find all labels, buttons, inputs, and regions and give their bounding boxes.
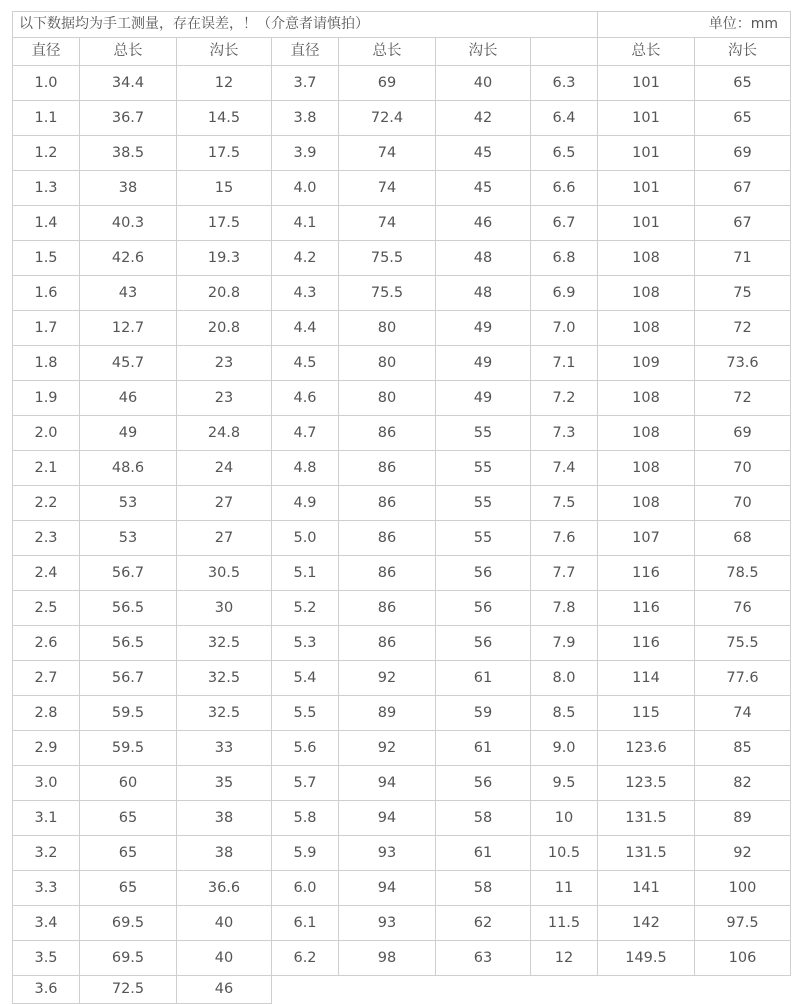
table-cell: 67 xyxy=(695,206,791,241)
table-cell: 141 xyxy=(598,871,695,906)
column-header: 总长 xyxy=(80,38,177,66)
measurement-table-body xyxy=(13,66,791,1004)
table-cell: 56 xyxy=(436,626,531,661)
table-cell: 1.7 xyxy=(13,311,80,346)
table-cell: 108 xyxy=(598,381,695,416)
table-cell: 20.8 xyxy=(177,311,272,346)
table-cell: 20.8 xyxy=(177,276,272,311)
table-cell: 11.5 xyxy=(531,906,598,941)
table-cell: 56 xyxy=(436,556,531,591)
table-cell: 98 xyxy=(339,941,436,976)
table-cell: 2.5 xyxy=(13,591,80,626)
table-cell: 60 xyxy=(80,766,177,801)
table-cell: 1.2 xyxy=(13,136,80,171)
table-cell: 5.1 xyxy=(272,556,339,591)
table-cell: 2.8 xyxy=(13,696,80,731)
table-cell: 42 xyxy=(436,101,531,136)
column-header xyxy=(531,38,598,66)
table-cell: 74 xyxy=(339,206,436,241)
table-cell: 115 xyxy=(598,696,695,731)
table-cell: 80 xyxy=(339,311,436,346)
table-cell: 2.7 xyxy=(13,661,80,696)
table-cell: 49 xyxy=(436,311,531,346)
table-row xyxy=(13,136,791,171)
column-header: 沟长 xyxy=(695,38,791,66)
table-row xyxy=(13,311,791,346)
table-cell: 7.3 xyxy=(531,416,598,451)
table-cell: 71 xyxy=(695,241,791,276)
column-header: 直径 xyxy=(13,38,80,66)
table-cell: 3.9 xyxy=(272,136,339,171)
table-cell: 27 xyxy=(177,486,272,521)
table-cell: 8.5 xyxy=(531,696,598,731)
table-cell: 62 xyxy=(436,906,531,941)
table-cell: 108 xyxy=(598,241,695,276)
table-cell: 49 xyxy=(436,346,531,381)
table-cell: 2.9 xyxy=(13,731,80,766)
table-cell: 75 xyxy=(695,276,791,311)
table-cell: 1.1 xyxy=(13,101,80,136)
table-cell: 14.5 xyxy=(177,101,272,136)
table-cell: 24.8 xyxy=(177,416,272,451)
table-cell: 38 xyxy=(80,171,177,206)
table-cell: 43 xyxy=(80,276,177,311)
table-cell: 2.0 xyxy=(13,416,80,451)
table-cell: 65 xyxy=(80,871,177,906)
column-header: 总长 xyxy=(339,38,436,66)
table-row xyxy=(13,101,791,136)
table-cell: 61 xyxy=(436,731,531,766)
table-cell: 74 xyxy=(339,136,436,171)
table-cell: 7.7 xyxy=(531,556,598,591)
table-cell: 38.5 xyxy=(80,136,177,171)
table-cell: 70 xyxy=(695,486,791,521)
table-cell: 4.5 xyxy=(272,346,339,381)
column-header: 沟长 xyxy=(436,38,531,66)
table-row xyxy=(13,171,791,206)
table-cell: 142 xyxy=(598,906,695,941)
table-row xyxy=(13,976,791,1004)
table-cell: 59.5 xyxy=(80,696,177,731)
table-cell: 7.5 xyxy=(531,486,598,521)
table-cell: 68 xyxy=(695,521,791,556)
table-cell: 19.3 xyxy=(177,241,272,276)
table-cell: 38 xyxy=(177,836,272,871)
table-cell: 69.5 xyxy=(80,941,177,976)
table-cell: 36.6 xyxy=(177,871,272,906)
table-cell: 1.9 xyxy=(13,381,80,416)
table-row xyxy=(13,206,791,241)
table-cell: 8.0 xyxy=(531,661,598,696)
table-cell: 6.4 xyxy=(531,101,598,136)
table-cell: 45 xyxy=(436,171,531,206)
table-cell: 75.5 xyxy=(695,626,791,661)
table-cell: 123.5 xyxy=(598,766,695,801)
unit-label: 单位：mm xyxy=(598,12,791,38)
table-cell: 3.6 xyxy=(13,976,80,1004)
table-cell: 59 xyxy=(436,696,531,731)
table-cell: 6.3 xyxy=(531,66,598,101)
table-cell: 7.6 xyxy=(531,521,598,556)
table-cell: 45.7 xyxy=(80,346,177,381)
table-cell: 6.5 xyxy=(531,136,598,171)
table-row xyxy=(13,556,791,591)
table-cell: 131.5 xyxy=(598,836,695,871)
table-cell: 67 xyxy=(695,171,791,206)
table-cell: 89 xyxy=(695,801,791,836)
table-cell: 108 xyxy=(598,451,695,486)
table-cell: 1.3 xyxy=(13,171,80,206)
table-cell: 10.5 xyxy=(531,836,598,871)
table-cell: 36.7 xyxy=(80,101,177,136)
table-cell: 23 xyxy=(177,346,272,381)
table-cell: 48 xyxy=(436,241,531,276)
table-cell: 80 xyxy=(339,381,436,416)
table-cell: 101 xyxy=(598,136,695,171)
table-cell: 40.3 xyxy=(80,206,177,241)
table-cell: 9.0 xyxy=(531,731,598,766)
table-cell: 86 xyxy=(339,416,436,451)
table-cell: 4.0 xyxy=(272,171,339,206)
table-cell: 2.1 xyxy=(13,451,80,486)
table-cell: 97.5 xyxy=(695,906,791,941)
table-cell: 61 xyxy=(436,661,531,696)
table-cell: 5.2 xyxy=(272,591,339,626)
table-row xyxy=(13,871,791,906)
table-cell: 4.7 xyxy=(272,416,339,451)
table-cell: 11 xyxy=(531,871,598,906)
table-cell: 5.8 xyxy=(272,801,339,836)
table-row xyxy=(13,731,791,766)
table-cell: 6.0 xyxy=(272,871,339,906)
table-cell: 101 xyxy=(598,66,695,101)
table-cell: 107 xyxy=(598,521,695,556)
table-cell: 7.8 xyxy=(531,591,598,626)
table-cell: 15 xyxy=(177,171,272,206)
table-cell: 70 xyxy=(695,451,791,486)
table-cell: 46 xyxy=(177,976,272,1004)
table-cell: 94 xyxy=(339,766,436,801)
table-cell: 3.8 xyxy=(272,101,339,136)
measurement-note: 以下数据均为手工测量，存在误差，！（介意者请慎拍） xyxy=(13,12,598,38)
table-cell: 5.9 xyxy=(272,836,339,871)
table-cell: 73.6 xyxy=(695,346,791,381)
table-cell: 108 xyxy=(598,486,695,521)
table-cell: 72 xyxy=(695,381,791,416)
table-cell: 17.5 xyxy=(177,136,272,171)
table-cell: 33 xyxy=(177,731,272,766)
table-cell: 17.5 xyxy=(177,206,272,241)
table-cell: 7.0 xyxy=(531,311,598,346)
table-row xyxy=(13,801,791,836)
table-cell: 27 xyxy=(177,521,272,556)
table-cell: 3.4 xyxy=(13,906,80,941)
table-cell: 116 xyxy=(598,626,695,661)
table-cell: 40 xyxy=(436,66,531,101)
table-cell: 108 xyxy=(598,311,695,346)
table-cell: 56 xyxy=(436,766,531,801)
table-cell: 1.6 xyxy=(13,276,80,311)
table-cell: 69 xyxy=(695,136,791,171)
table-row xyxy=(13,241,791,276)
column-header: 沟长 xyxy=(177,38,272,66)
table-cell: 101 xyxy=(598,206,695,241)
table-row xyxy=(13,416,791,451)
table-cell: 93 xyxy=(339,836,436,871)
table-cell: 5.3 xyxy=(272,626,339,661)
table-cell: 24 xyxy=(177,451,272,486)
table-cell: 6.6 xyxy=(531,171,598,206)
table-cell: 86 xyxy=(339,626,436,661)
table-cell: 30 xyxy=(177,591,272,626)
table-cell: 12.7 xyxy=(80,311,177,346)
table-cell: 149.5 xyxy=(598,941,695,976)
table-cell: 1.8 xyxy=(13,346,80,381)
table-cell: 94 xyxy=(339,801,436,836)
table-cell: 131.5 xyxy=(598,801,695,836)
table-cell: 4.4 xyxy=(272,311,339,346)
table-cell: 72.5 xyxy=(80,976,177,1004)
table-cell: 56.7 xyxy=(80,556,177,591)
table-cell: 56 xyxy=(436,591,531,626)
table-cell: 48 xyxy=(436,276,531,311)
table-cell: 109 xyxy=(598,346,695,381)
table-cell: 65 xyxy=(695,66,791,101)
table-cell: 86 xyxy=(339,591,436,626)
table-cell: 2.4 xyxy=(13,556,80,591)
table-cell: 49 xyxy=(80,416,177,451)
table-cell: 34.4 xyxy=(80,66,177,101)
table-cell: 93 xyxy=(339,906,436,941)
table-cell: 4.3 xyxy=(272,276,339,311)
table-row xyxy=(13,766,791,801)
table-cell: 56.5 xyxy=(80,626,177,661)
table-cell: 40 xyxy=(177,941,272,976)
table-cell: 38 xyxy=(177,801,272,836)
table-row xyxy=(13,941,791,976)
table-cell: 49 xyxy=(436,381,531,416)
measurement-table-sheet xyxy=(12,11,790,997)
table-cell: 69 xyxy=(339,66,436,101)
table-cell: 7.2 xyxy=(531,381,598,416)
table-row xyxy=(13,346,791,381)
table-cell: 2.2 xyxy=(13,486,80,521)
table-cell: 7.1 xyxy=(531,346,598,381)
table-cell: 65 xyxy=(80,801,177,836)
table-row xyxy=(13,906,791,941)
table-cell: 59.5 xyxy=(80,731,177,766)
table-cell: 5.6 xyxy=(272,731,339,766)
table-cell: 100 xyxy=(695,871,791,906)
table-cell: 56.5 xyxy=(80,591,177,626)
table-cell: 1.5 xyxy=(13,241,80,276)
table-cell: 10 xyxy=(531,801,598,836)
table-cell: 80 xyxy=(339,346,436,381)
column-header: 直径 xyxy=(272,38,339,66)
table-cell: 69.5 xyxy=(80,906,177,941)
table-cell: 3.0 xyxy=(13,766,80,801)
table-cell: 94 xyxy=(339,871,436,906)
table-cell: 5.0 xyxy=(272,521,339,556)
table-cell: 5.5 xyxy=(272,696,339,731)
table-row xyxy=(13,626,791,661)
table-cell: 75.5 xyxy=(339,241,436,276)
table-cell: 6.7 xyxy=(531,206,598,241)
table-cell: 7.4 xyxy=(531,451,598,486)
column-header: 总长 xyxy=(598,38,695,66)
table-row xyxy=(13,486,791,521)
table-row xyxy=(13,381,791,416)
table-row xyxy=(13,696,791,731)
table-cell: 4.6 xyxy=(272,381,339,416)
table-cell: 46 xyxy=(436,206,531,241)
table-cell: 74 xyxy=(339,171,436,206)
table-cell: 5.4 xyxy=(272,661,339,696)
table-cell: 30.5 xyxy=(177,556,272,591)
table-row xyxy=(13,591,791,626)
table-cell: 5.7 xyxy=(272,766,339,801)
table-cell: 46 xyxy=(80,381,177,416)
table-cell: 69 xyxy=(695,416,791,451)
table-cell: 63 xyxy=(436,941,531,976)
table-row xyxy=(13,836,791,871)
table-cell: 9.5 xyxy=(531,766,598,801)
table-cell: 1.4 xyxy=(13,206,80,241)
table-row xyxy=(13,451,791,486)
table-cell: 6.8 xyxy=(531,241,598,276)
table-row xyxy=(13,66,791,101)
table-cell: 61 xyxy=(436,836,531,871)
table-cell: 55 xyxy=(436,451,531,486)
table-cell: 7.9 xyxy=(531,626,598,661)
table-cell: 42.6 xyxy=(80,241,177,276)
title-row xyxy=(13,12,791,38)
table-cell: 12 xyxy=(177,66,272,101)
table-cell: 76 xyxy=(695,591,791,626)
table-cell: 74 xyxy=(695,696,791,731)
table-cell: 3.2 xyxy=(13,836,80,871)
measurement-table xyxy=(12,11,791,1004)
table-cell: 86 xyxy=(339,556,436,591)
table-cell: 45 xyxy=(436,136,531,171)
table-cell: 3.3 xyxy=(13,871,80,906)
table-cell: 4.1 xyxy=(272,206,339,241)
table-cell: 86 xyxy=(339,486,436,521)
table-cell: 82 xyxy=(695,766,791,801)
table-cell: 65 xyxy=(80,836,177,871)
table-cell: 6.1 xyxy=(272,906,339,941)
table-cell: 1.0 xyxy=(13,66,80,101)
table-cell: 72.4 xyxy=(339,101,436,136)
table-cell: 89 xyxy=(339,696,436,731)
table-cell: 12 xyxy=(531,941,598,976)
table-cell: 6.2 xyxy=(272,941,339,976)
table-cell: 77.6 xyxy=(695,661,791,696)
table-cell: 35 xyxy=(177,766,272,801)
table-cell: 4.9 xyxy=(272,486,339,521)
table-cell: 58 xyxy=(436,801,531,836)
table-cell: 86 xyxy=(339,451,436,486)
table-cell: 78.5 xyxy=(695,556,791,591)
table-cell: 40 xyxy=(177,906,272,941)
table-cell: 92 xyxy=(695,836,791,871)
table-cell: 75.5 xyxy=(339,276,436,311)
table-cell: 108 xyxy=(598,416,695,451)
table-cell: 55 xyxy=(436,521,531,556)
table-cell: 72 xyxy=(695,311,791,346)
empty-cell xyxy=(272,976,791,1004)
table-cell: 32.5 xyxy=(177,661,272,696)
table-cell: 101 xyxy=(598,101,695,136)
table-cell: 108 xyxy=(598,276,695,311)
table-cell: 92 xyxy=(339,661,436,696)
table-cell: 56.7 xyxy=(80,661,177,696)
table-cell: 4.8 xyxy=(272,451,339,486)
table-cell: 2.6 xyxy=(13,626,80,661)
table-cell: 6.9 xyxy=(531,276,598,311)
table-row xyxy=(13,276,791,311)
table-cell: 2.3 xyxy=(13,521,80,556)
table-cell: 3.1 xyxy=(13,801,80,836)
table-cell: 65 xyxy=(695,101,791,136)
table-cell: 55 xyxy=(436,486,531,521)
table-cell: 123.6 xyxy=(598,731,695,766)
table-cell: 55 xyxy=(436,416,531,451)
table-cell: 32.5 xyxy=(177,696,272,731)
table-cell: 53 xyxy=(80,521,177,556)
table-cell: 116 xyxy=(598,591,695,626)
column-header-row xyxy=(13,38,791,66)
table-cell: 48.6 xyxy=(80,451,177,486)
table-cell: 85 xyxy=(695,731,791,766)
table-cell: 53 xyxy=(80,486,177,521)
table-cell: 116 xyxy=(598,556,695,591)
table-cell: 3.5 xyxy=(13,941,80,976)
table-cell: 92 xyxy=(339,731,436,766)
table-cell: 4.2 xyxy=(272,241,339,276)
table-cell: 23 xyxy=(177,381,272,416)
table-cell: 58 xyxy=(436,871,531,906)
table-cell: 86 xyxy=(339,521,436,556)
table-cell: 114 xyxy=(598,661,695,696)
table-cell: 106 xyxy=(695,941,791,976)
table-row xyxy=(13,521,791,556)
table-cell: 3.7 xyxy=(272,66,339,101)
table-cell: 101 xyxy=(598,171,695,206)
table-row xyxy=(13,661,791,696)
table-cell: 32.5 xyxy=(177,626,272,661)
